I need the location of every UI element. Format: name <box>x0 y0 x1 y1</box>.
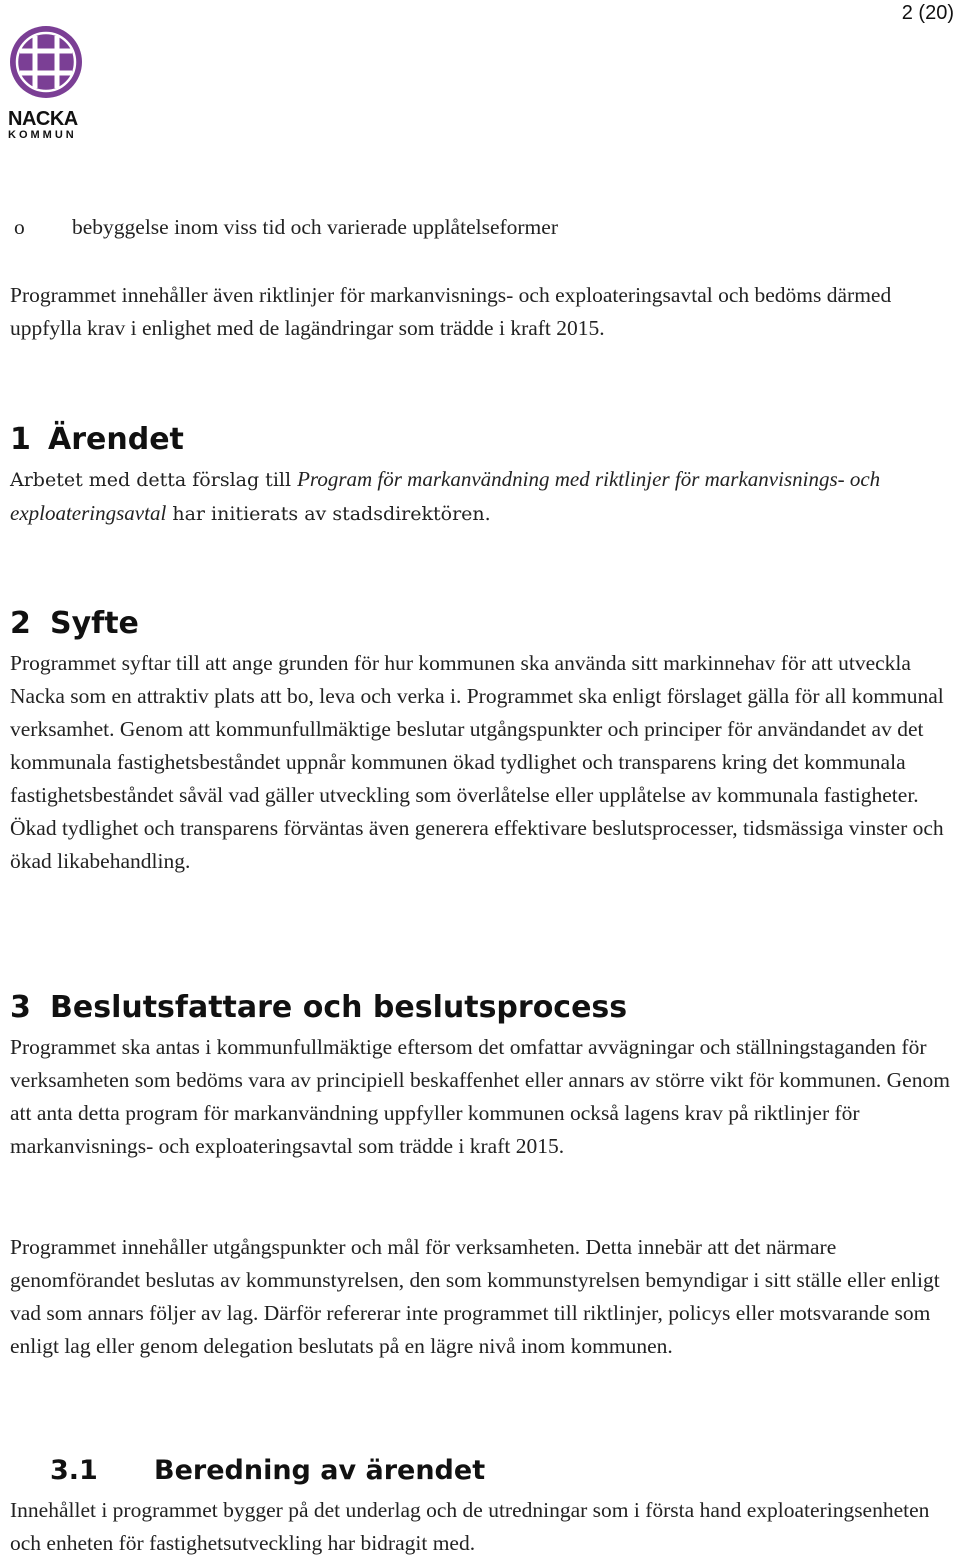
logo-emblem-icon <box>8 24 84 100</box>
section-number: 1 <box>10 422 31 457</box>
section-title: Beredning av ärendet <box>154 1455 486 1486</box>
section-3-paragraph-2: Programmet innehåller utgångspunkter och mål för verksamheten. Detta innebär att det närmare genomförandet beslutas av kommunstyrelsen, den som kommunstyrelsen bemyndigar i sitt ställe eller enligt vad som annars följer av lag. Därför refererar inte programmet till riktlinjer, policys eller motsvarande som enligt lag eller genom delegation beslutats på en lägre nivå inom kommunen. <box>10 1235 940 1358</box>
bullet-item <box>10 212 910 242</box>
intro-paragraph: Programmet innehåller även riktlinjer för markanvisnings- och exploateringsavtal och bedöms därmed uppfylla krav i enlighet med de lagändringar som trädde i kraft 2015. <box>10 283 892 340</box>
section-number: 3.1 <box>50 1455 98 1486</box>
section-number: 3 <box>10 990 31 1025</box>
logo-word-nacka: NACKA <box>8 108 78 130</box>
bullet-text: bebyggelse inom viss tid och varierade upplåtelseformer <box>72 215 558 239</box>
section-3-1-paragraph: Innehållet i programmet bygger på det underlag och de utredningar som i första hand exploateringsenheten och enheten för fastighetsutveckling har bidragit med. <box>10 1498 930 1555</box>
section-heading-2 <box>10 604 139 644</box>
logo-word-kommun: KOMMUN <box>8 129 77 141</box>
section-heading-3 <box>10 988 627 1028</box>
bullet-marker: o <box>14 215 25 239</box>
section-heading-1 <box>10 420 184 460</box>
section-2-paragraph: Programmet syftar till att ange grunden för hur kommunen ska använda sitt markinnehav för att utveckla Nacka som en attraktiv plats att bo, leva och verka i. Programmet ska enligt förslaget gälla för all kommunal verksamhet. Genom att kommunfullmäktige beslutar utgångspunkter och principer för användandet av det kommunala fastighetsbeståndet uppnår kommunen ökad tydlighet och transparens kring det kommunala fastighetsbeståndet såväl vad gäller utveckling som överlåtelse eller upplåtelse av kommunala fastigheter. Ökad tydlighet och transparens förväntas även generera effektivare beslutsprocesser, tidsmässiga vinster och ökad likabehandling. <box>10 651 944 873</box>
section-1-text-end: har initierats av stadsdirektören. <box>166 503 491 525</box>
section-3-paragraph-1: Programmet ska antas i kommunfullmäktige eftersom det omfattar avvägningar och ställningstaganden för verksamheten som bedöms vara av principiell beskaffenhet eller annars av större vikt för kommunen. Genom att anta detta program för markanvändning uppfyller kommunen också lagens krav på riktlinjer för markanvisnings- och exploateringsavtal som trädde i kraft 2015. <box>10 1035 950 1158</box>
section-1-text-start: Arbetet med detta förslag till <box>10 469 298 491</box>
section-1-paragraph <box>10 463 955 531</box>
section-number: 2 <box>10 606 31 641</box>
section-title: Syfte <box>50 606 139 641</box>
page-number: 2 (20) <box>901 2 954 24</box>
section-title: Ärendet <box>48 422 184 457</box>
section-heading-3-1 <box>50 1451 485 1491</box>
program-title: Program för markanvändning med riktlinjer för markanvisnings- och exploateringsavtal <box>10 467 881 525</box>
nacka-kommun-logo <box>8 24 88 141</box>
section-title: Beslutsfattare och beslutsprocess <box>50 990 628 1025</box>
